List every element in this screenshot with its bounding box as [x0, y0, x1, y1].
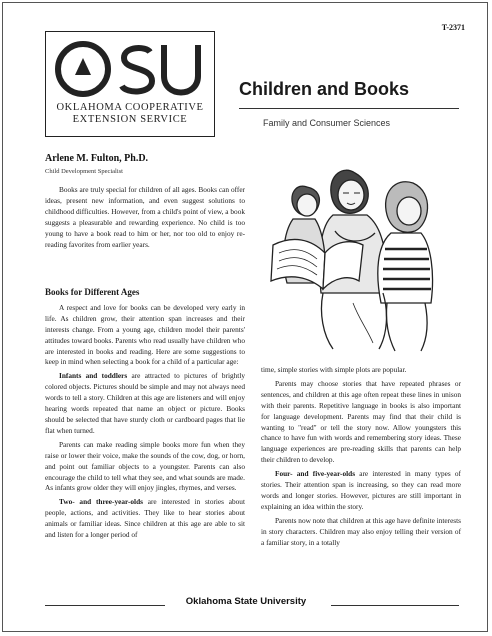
fours-body: are interested in many types of stories. Their attention span is increasing, so they can read more words and longer stories. However, pictures are still important in explaining an idea within the story.	[261, 469, 461, 511]
parent-reading-to-children-illustration	[263, 153, 453, 353]
right-column	[261, 365, 461, 552]
document-number: T-2371	[441, 23, 465, 32]
infants-lead: Infants and toddlers	[59, 371, 128, 381]
logo-line-2: EXTENSION SERVICE	[72, 114, 188, 125]
left-paragraph-2	[45, 371, 245, 436]
page-frame	[2, 2, 488, 632]
osu-logo-mark	[54, 38, 206, 100]
intro-column	[45, 185, 245, 253]
infants-body: are attracted to pictures of brightly colored objects. Pictures should be simple and may not always need words to tell a story. Children at this age are listeners and will enjoy hearing words repeated that name an object or picture. Books should be selected that have sturdy cloth or cardboard pages that lie flat when turned.	[45, 371, 245, 435]
right-paragraph-3	[261, 469, 461, 513]
left-column	[45, 281, 245, 544]
right-paragraph-2: Parents may choose stories that have repeated phrases or sentences, and children at this age often repeat these lines in unison with their parents. Repetitive language in books is also important for language development. Parents may find that their child is wanting to "read" or tell the story now. Allow youngsters this chance to have fun with words and remembering story ideas. These language experiences are pre-reading skills that parents can help their children to develop.	[261, 378, 461, 465]
title-rule	[239, 108, 459, 109]
author-name: Arlene M. Fulton, Ph.D.	[45, 153, 149, 164]
left-paragraph-4	[45, 497, 245, 541]
logo-line-1: OKLAHOMA COOPERATIVE	[56, 102, 204, 113]
left-paragraph-3: Parents can make reading simple books more fun when they raise or lower their voice, make the sounds of the cow, dog, or horn, and point out familiar objects to a youngster. Parents can also encourage the child to tell what they see, and what sounds are made. As infants grow older they will enjoy jingles, rhymes, and verses.	[45, 439, 245, 493]
right-paragraph-4: Parents now note that children at this age have definite interests in story characters. Children may also enjoy telling their version of a familiar story, in a totally	[261, 515, 462, 547]
osu-letters	[58, 44, 198, 94]
twos-body: are interested in stories about people, actions, and activities. They like to hear stories about animals or familiar ideas. Since children at this age are able to sit and listen for a longer period of	[45, 497, 245, 540]
page-title: Children and Books	[239, 79, 410, 99]
section-heading: Books for Different Ages	[45, 287, 140, 297]
left-paragraph-1: A respect and love for books can be developed very early in life. As children grow, their attention span increases and their interests change. From a young age, children model their parents' attitudes toward books. Parents who read usually have children who are interested in books and reading. Here are some suggestions to keep in mind when selecting a book for a child of a particular age:	[45, 302, 245, 367]
footer	[3, 596, 488, 607]
intro-paragraph: Books are truly special for children of all ages. Books can offer ideas, present new information, and even suggest solutions to childhood difficulties. However, from a child's point of view, a book suggests a pleasurable and rewarding experience. No child is too young to have a book read to him or her, nor too old to enjoy re-reading favorites from earlier years.	[45, 185, 245, 249]
right-paragraph-1: time, simple stories with simple plots are popular.	[261, 365, 407, 374]
osu-extension-logo	[45, 31, 215, 137]
page-subtitle: Family and Consumer Sciences	[263, 118, 391, 128]
fours-lead: Four- and five-year-olds	[275, 469, 356, 479]
extension-service-name	[46, 102, 214, 126]
twos-lead: Two- and three-year-olds	[59, 497, 143, 507]
footer-text: Oklahoma State University	[180, 596, 312, 607]
author-role: Child Development Specialist	[45, 168, 123, 175]
